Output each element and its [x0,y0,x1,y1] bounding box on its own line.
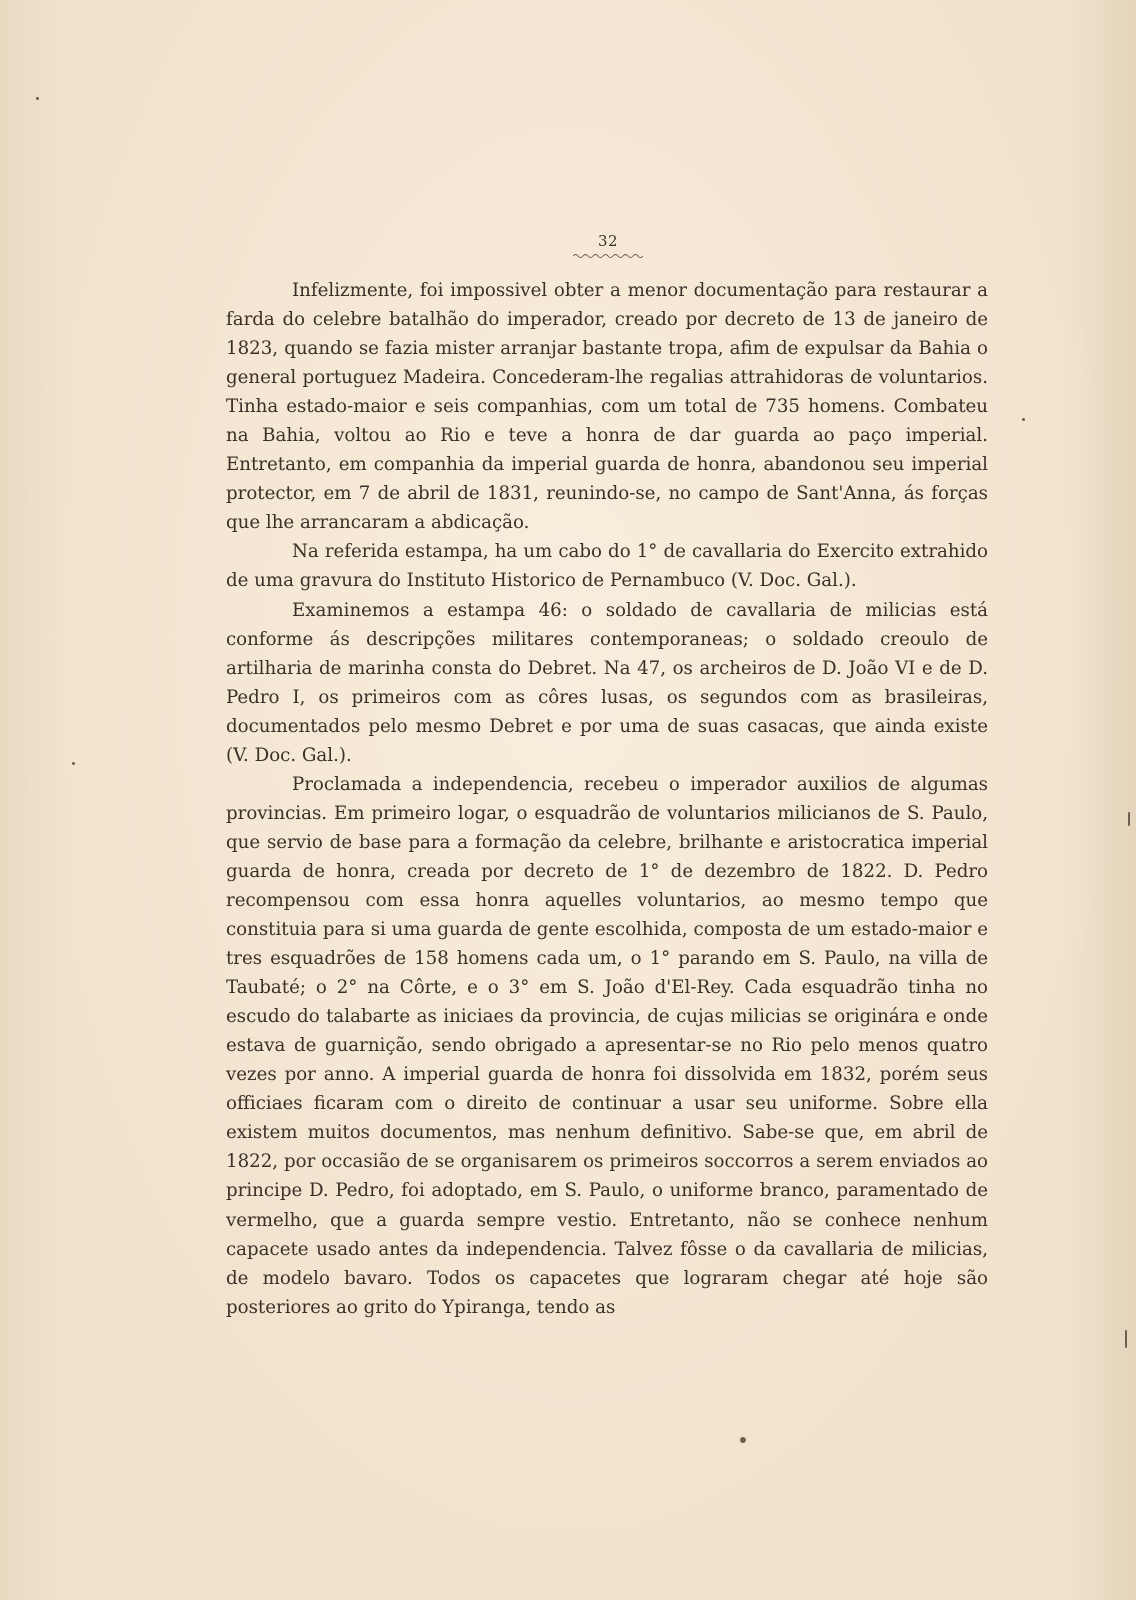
paragraph-guarda-de-honra: Proclamada a independencia, recebeu o imperador auxilios de algumas provincias. Em primeiro logar, o esquadrão de voluntarios milicianos de S. Paulo, que servio de base para a formação da celebre, brilhante e aristocratica imperial guarda de honra, creada por decreto de 1° de dezembro de 1822. D. Pedro recompensou com essa honra aquelles voluntarios, ao mesmo tempo que constituia para si uma guarda de gente escolhida, composta de um estado-maior e tres esquadrões de 158 homens cada um, o 1° parando em S. Paulo, na villa de Taubaté; o 2° na Côrte, e o 3° em S. João d'El-Rey. Cada esquadrão tinha no escudo do talabarte as iniciaes da provincia, de cujas milicias se originára e onde estava de guarnição, sendo obrigado a apresentar-se no Rio pelo menos quatro vezes por anno. A imperial guarda de honra foi dissolvida em 1832, porém seus officiaes ficaram com o direito de continuar a usar seu uniforme. Sobre ella existem muitos documentos, mas nenhum definitivo. Sabe-se que, em abril de 1822, por occasião de se organisarem os primeiros soccorros a serem enviados ao principe D. Pedro, foi adoptado, em S. Paulo, o uniforme branco, paramentado de vermelho, que a guarda sempre vestio. Entretanto, não se conhece nenhum capacete usado antes da independencia. Talvez fôsse o da cavallaria de milicias, de modelo bavaro. Todos os capacetes que lograram chegar até hoje são posteriores ao grito do Ypiranga, tendo as [226,773,988,1318]
paper-speck [740,1437,746,1443]
paper-speck [1128,812,1130,826]
paper-speck [72,762,75,765]
page-number-ornament [573,253,643,259]
paper-speck [1125,1330,1127,1348]
paragraph-batalhao-do-imperador: Infelizmente, foi impossivel obter a menor documentação para restaurar a farda do celebre batalhão do imperador, creado por decreto de 13 de janeiro de 1823, quando se fazia mister arranjar bastante tropa, afim de expulsar da Bahia o general portuguez Madeira. Concederam-lhe regalias attrahidoras de voluntarios. Tinha estado-maior e seis companhias, com um total de 735 homens. Combateu na Bahia, voltou ao Rio e teve a honra de dar guarda ao paço imperial. Entretanto, em companhia da imperial guarda de honra, abandonou seu imperial protector, em 7 de abril de 1831, reunindo-se, no campo de Sant'Anna, ás forças que lhe arrancaram a abdicação. [226,280,988,534]
body-text [226,276,988,1322]
paragraph-estampas-46-47: Examinemos a estampa 46: o soldado de cavallaria de milicias está conforme ás descripções militares contemporaneas; o soldado creoulo de artilharia de marinha consta do Debret. Na 47, os archeiros de D. João VI e de D. Pedro I, os primeiros com as côres lusas, os segundos com as brasileiras, documentados pelo mesmo Debret e por uma de suas casacas, que ainda existe (V. Doc. Gal.). [226,599,988,766]
paper-speck [36,97,39,100]
page-number: 32 [597,232,619,250]
paper-speck [1022,418,1025,421]
paragraph-estampa-cabo: Na referida estampa, ha um cabo do 1° de cavallaria do Exercito extrahido de uma gravura do Instituto Historico de Pernambuco (V. Doc. Gal.). [226,541,988,592]
